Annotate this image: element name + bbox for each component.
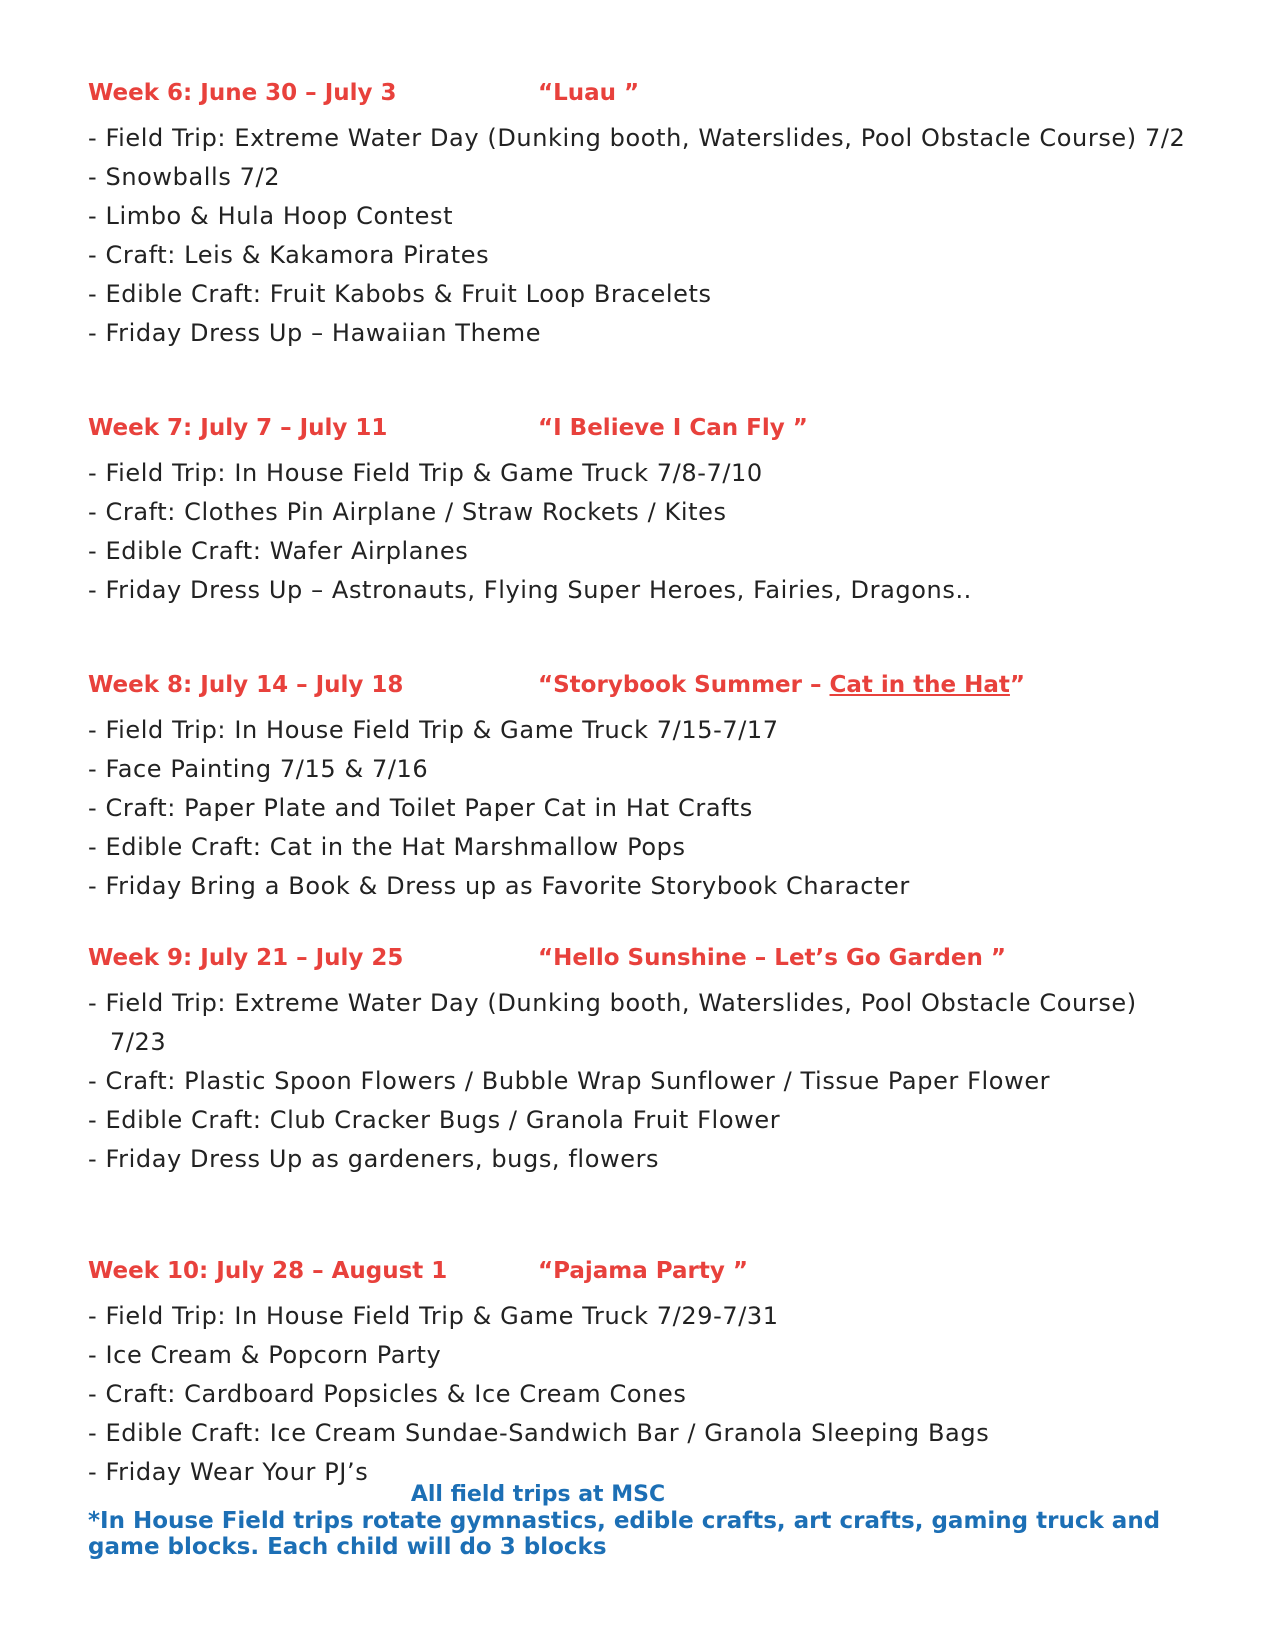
- list-item: - Craft: Clothes Pin Airplane / Straw Rockets / Kites: [88, 498, 727, 526]
- list-item: - Craft: Plastic Spoon Flowers / Bubble Wrap Sunflower / Tissue Paper Flower: [88, 1067, 1051, 1095]
- week-theme-prefix: “Storybook Summer –: [538, 672, 830, 698]
- list-item: - Field Trip: In House Field Trip & Game Truck 7/8-7/10: [88, 459, 763, 487]
- week-7-section: [88, 415, 1188, 610]
- in-house-note: *In House Field trips rotate gymnastics, edible crafts, art crafts, gaming truck and game blocks. Each child will do 3 blocks: [88, 1508, 1161, 1560]
- list-item: - Face Painting 7/15 & 7/16: [88, 755, 429, 783]
- list-item: - Craft: Paper Plate and Toilet Paper Cat in Hat Crafts: [88, 794, 753, 822]
- list-item: - Field Trip: Extreme Water Day (Dunking booth, Waterslides, Pool Obstacle Course) 7/2: [88, 124, 1186, 152]
- list-item: - Friday Dress Up – Hawaiian Theme: [88, 319, 542, 347]
- week-10-section: [88, 1258, 1188, 1492]
- week-header: [88, 415, 1188, 445]
- list-item: - Friday Wear Your PJ’s: [88, 1458, 369, 1486]
- list-item: - Friday Bring a Book & Dress up as Favorite Storybook Character: [88, 872, 910, 900]
- week-dates: Week 6: June 30 – July 3: [88, 80, 397, 106]
- list-item: - Edible Craft: Wafer Airplanes: [88, 537, 469, 565]
- week-theme: “Hello Sunshine – Let’s Go Garden ”: [538, 945, 1006, 971]
- list-item: - Field Trip: In House Field Trip & Game Truck 7/29-7/31: [88, 1302, 779, 1330]
- week-header: [88, 945, 1188, 975]
- activity-list: [88, 984, 1188, 1179]
- activity-list: [88, 119, 1188, 353]
- week-theme: “I Believe I Can Fly ”: [538, 415, 808, 441]
- week-dates: Week 9: July 21 – July 25: [88, 945, 404, 971]
- week-dates: Week 10: July 28 – August 1: [88, 1258, 448, 1284]
- week-8-section: [88, 672, 1188, 906]
- list-item: - Ice Cream & Popcorn Party: [88, 1341, 442, 1369]
- week-theme: [538, 672, 1025, 698]
- list-item: - Field Trip: In House Field Trip & Game Truck 7/15-7/17: [88, 716, 779, 744]
- week-9-section: [88, 945, 1188, 1179]
- list-item: - Snowballs 7/2: [88, 163, 281, 191]
- list-item: - Limbo & Hula Hoop Contest: [88, 202, 454, 230]
- week-header: [88, 80, 1188, 110]
- list-item: - Edible Craft: Cat in the Hat Marshmallow Pops: [88, 833, 686, 861]
- week-dates: Week 7: July 7 – July 11: [88, 415, 388, 441]
- list-item: - Edible Craft: Ice Cream Sundae-Sandwich Bar / Granola Sleeping Bags: [88, 1419, 990, 1447]
- week-theme: “Pajama Party ”: [538, 1258, 748, 1284]
- list-item: - Craft: Leis & Kakamora Pirates: [88, 241, 490, 269]
- footer-notes: [88, 1482, 1188, 1560]
- list-item: - Craft: Cardboard Popsicles & Ice Cream Cones: [88, 1380, 687, 1408]
- list-item: - Friday Dress Up as gardeners, bugs, flowers: [88, 1145, 660, 1173]
- activity-list: [88, 454, 1188, 610]
- list-item: - Edible Craft: Fruit Kabobs & Fruit Loop Bracelets: [88, 280, 712, 308]
- list-item: - Friday Dress Up – Astronauts, Flying Super Heroes, Fairies, Dragons..: [88, 576, 972, 604]
- week-theme-suffix: ”: [1009, 672, 1026, 698]
- week-dates: Week 8: July 14 – July 18: [88, 672, 404, 698]
- week-theme: “Luau ”: [538, 80, 640, 106]
- list-item: - Field Trip: Extreme Water Day (Dunking booth, Waterslides, Pool Obstacle Course) 7/23: [88, 989, 1137, 1056]
- book-title: Cat in the Hat: [829, 672, 1010, 698]
- list-item: - Edible Craft: Club Cracker Bugs / Granola Fruit Flower: [88, 1106, 781, 1134]
- week-6-section: [88, 80, 1188, 353]
- week-header: [88, 1258, 1188, 1288]
- activity-list: [88, 711, 1188, 906]
- field-trip-location: All field trips at MSC: [410, 1482, 666, 1507]
- activity-list: [88, 1297, 1188, 1492]
- week-header: [88, 672, 1188, 702]
